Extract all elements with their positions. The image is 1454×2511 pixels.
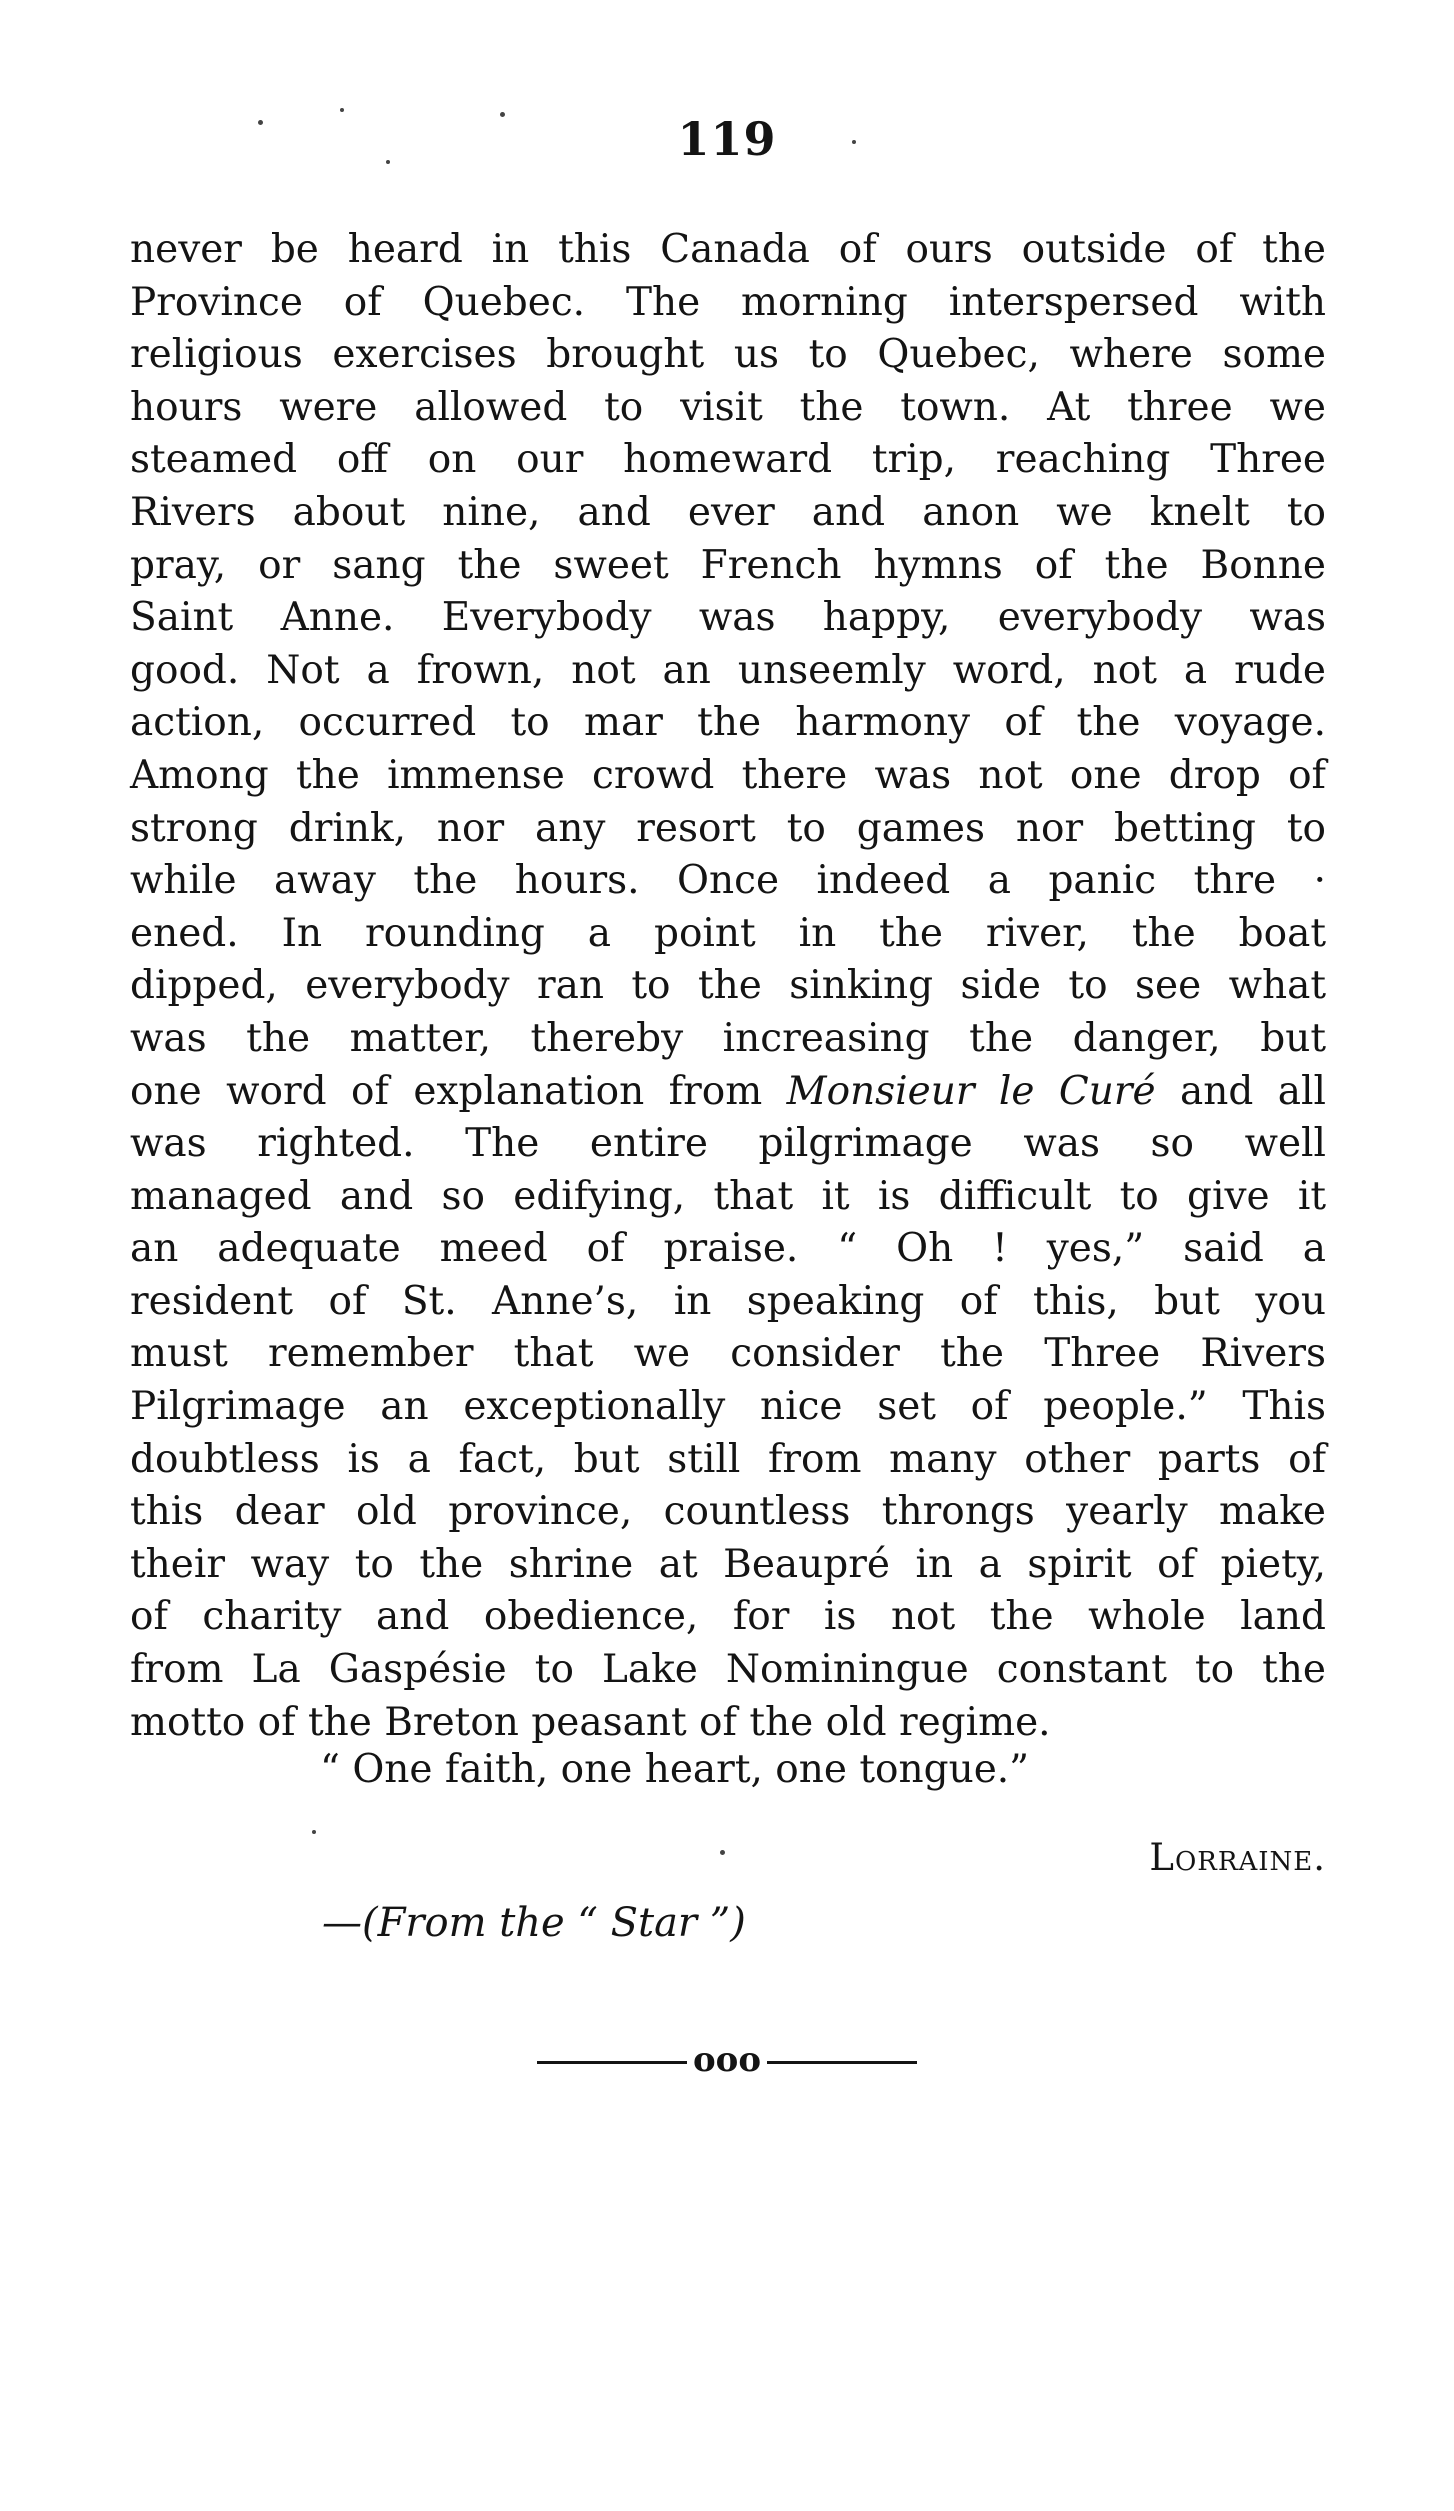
text-line: strong drink, nor any resort to games nor betting to: [130, 805, 1326, 851]
text-line: [130, 1066, 1326, 1119]
text-line: from La Gaspésie to Lake Nominingue constant to the: [130, 1647, 1326, 1693]
text-line: religious exercises brought us to Quebec, where some: [130, 332, 1326, 378]
text-line: pray, or sang the sweet French hymns of the Bonne: [130, 542, 1326, 588]
print-speck: [312, 1830, 316, 1834]
text-line: steamed off on our homeward trip, reaching Three: [130, 437, 1326, 483]
print-speck: [386, 160, 390, 164]
text-line: was righted. The entire pilgrimage was so well: [130, 1121, 1326, 1167]
text-line: Saint Anne. Everybody was happy, everybody was: [130, 595, 1326, 641]
body-paragraph: [130, 224, 1326, 1749]
text-line: must remember that we consider the Three Rivers: [130, 1331, 1326, 1377]
text-line: was the matter, thereby increasing the danger, but: [130, 1015, 1326, 1061]
text-line: never be heard in this Canada of ours outside of the: [130, 227, 1326, 272]
source-credit: —(From the “ Star ”): [322, 1900, 746, 1946]
ornament-text: ooo: [692, 2040, 762, 2080]
text-line: action, occurred to mar the harmony of the voyage.: [130, 700, 1326, 746]
author-signature: Lorraine.: [1149, 1836, 1326, 1879]
text-line: hours were allowed to visit the town. At three we: [130, 384, 1326, 430]
section-ornament: [0, 2040, 1454, 2080]
text-line: resident of St. Anne’s, in speaking of this, but you: [130, 1278, 1326, 1324]
text-line: their way to the shrine at Beaupré in a spirit of piety,: [130, 1541, 1326, 1587]
ornament-rule-right: [767, 2061, 917, 2064]
text-line-start: one word of explanation from: [130, 1068, 787, 1114]
print-speck: [258, 120, 263, 125]
text-line-end: and all: [1155, 1068, 1327, 1114]
text-line: dipped, everybody ran to the sinking side to see what: [130, 963, 1326, 1009]
text-line: Rivers about nine, and ever and anon we knelt to: [130, 489, 1326, 535]
text-line: motto of the Breton peasant of the old regime.: [130, 1699, 1051, 1745]
text-line: Province of Quebec. The morning interspersed with: [130, 279, 1326, 325]
text-line: managed and so edifying, that it is difficult to give it: [130, 1173, 1326, 1219]
text-line: while away the hours. Once indeed a panic thre ·: [130, 858, 1326, 904]
italic-phrase: Monsieur le Curé: [786, 1068, 1156, 1114]
text-line: good. Not a frown, not an unseemly word, not a rude: [130, 647, 1326, 693]
text-line: ened. In rounding a point in the river, the boat: [130, 910, 1326, 956]
print-speck: [500, 112, 505, 117]
text-line: an adequate meed of praise. “ Oh ! yes,” said a: [130, 1226, 1326, 1272]
text-line: Among the immense crowd there was not one drop of: [130, 752, 1326, 798]
page-number: 119: [677, 112, 777, 166]
ornament-rule-left: [537, 2061, 687, 2064]
print-speck: [720, 1850, 725, 1855]
print-speck: [852, 140, 856, 144]
closing-quote: “ One faith, one heart, one tongue.”: [320, 1747, 1030, 1792]
text-line: doubtless is a fact, but still from many other parts of: [130, 1436, 1326, 1482]
print-speck: [340, 108, 344, 112]
text-line: of charity and obedience, for is not the whole land: [130, 1594, 1326, 1640]
text-line: Pilgrimage an exceptionally nice set of people.” This: [130, 1384, 1326, 1430]
text-line: this dear old province, countless throngs yearly make: [130, 1489, 1326, 1535]
